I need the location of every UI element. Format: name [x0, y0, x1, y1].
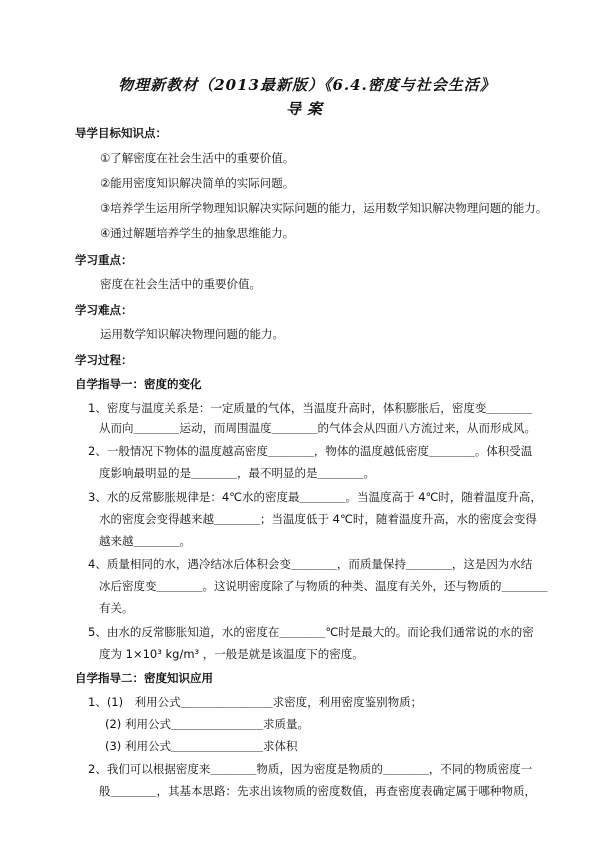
- objective-item: ①了解密度在社会生活中的重要价值。: [100, 151, 295, 165]
- key-points-text: 密度在社会生活中的重要价值。: [100, 277, 261, 291]
- guide1-question-1: 1、密度与温度关系是：一定质量的气体，当温度升高时，体积膨胀后，密度变＿＿＿＿: [88, 401, 533, 415]
- difficulty-heading: 学习难点：: [75, 303, 133, 317]
- guide2-heading: 自学指导二：密度知识应用: [75, 671, 213, 685]
- objective-item: ③培养学生运用所学物理知识解决实际问题的能力，运用数学知识解决物理问题的能力。: [100, 201, 548, 215]
- guide1-heading: 自学指导一：密度的变化: [75, 377, 202, 391]
- guide1-question-5: 5、由水的反常膨胀知道，水的密度在＿＿＿＿℃时是最大的。而论我们通常说的水的密: [88, 625, 534, 639]
- guide2-question-2-cont: 般＿＿＿＿，其基本思路：先求出该物质的密度数值，再查密度表确定属于哪种物质，: [99, 784, 536, 798]
- document-subtitle: 导案: [285, 100, 328, 118]
- guide1-question-3-cont2: 越来越＿＿＿＿。: [99, 534, 191, 548]
- document-title: 物理新教材（2013最新版）《6.4.密度与社会生活》: [118, 76, 496, 94]
- difficulty-text: 运用数学知识解决物理问题的能力。: [100, 327, 284, 341]
- guide2-question-1: 1、(1) 利用公式＿＿＿＿＿＿＿＿求密度，利用密度鉴别物质；: [88, 695, 423, 709]
- guide2-question-1-part2: (2) 利用公式＿＿＿＿＿＿＿＿求质量。: [105, 717, 309, 731]
- guide2-question-2: 2、我们可以根据密度来＿＿＿＿物质，因为密度是物质的＿＿＿＿，不同的物质密度一: [88, 762, 533, 776]
- objective-item: ②能用密度知识解决简单的实际问题。: [100, 176, 295, 190]
- process-heading: 学习过程：: [75, 353, 133, 367]
- objectives-heading: 导学目标知识点：: [75, 126, 167, 140]
- guide1-question-4: 4、质量相同的水，遇冷结冰后体积会变＿＿＿＿，而质量保持＿＿＿＿，这是因为水结: [88, 557, 533, 571]
- objective-item: ④通过解题培养学生的抽象思维能力。: [100, 226, 295, 240]
- key-points-heading: 学习重点：: [75, 253, 133, 267]
- guide1-question-4-cont: 冰后密度变＿＿＿＿。这说明密度除了与物质的种类、温度有关外，还与物质的＿＿＿＿: [99, 579, 548, 593]
- guide2-question-1-part3: (3) 利用公式＿＿＿＿＿＿＿＿求体积: [105, 739, 298, 753]
- guide1-question-5-cont: 度为 1×10³ kg/m³ ，一般是就是该温度下的密度。: [99, 647, 364, 661]
- guide1-question-1-cont: 从而向＿＿＿＿运动，而周围温度＿＿＿＿的气体会从四面八方流过来，从而形成风。: [99, 421, 536, 435]
- guide1-question-3-cont: 水的密度会变得越来越＿＿＿＿；当温度低于 4℃时，随着温度升高，水的密度会变得: [99, 512, 537, 526]
- guide1-question-2-cont: 度影响最明显的是＿＿＿＿，最不明显的是＿＿＿＿。: [99, 466, 375, 480]
- guide1-question-3: 3、水的反常膨胀规律是：4℃水的密度最＿＿＿＿。当温度高于 4℃时，随着温度升高，: [88, 490, 542, 504]
- guide1-question-4-cont2: 有关。: [99, 601, 134, 615]
- guide1-question-2: 2、一般情况下物体的温度越高密度＿＿＿＿，物体的温度越低密度＿＿＿＿。体积受温: [88, 444, 533, 458]
